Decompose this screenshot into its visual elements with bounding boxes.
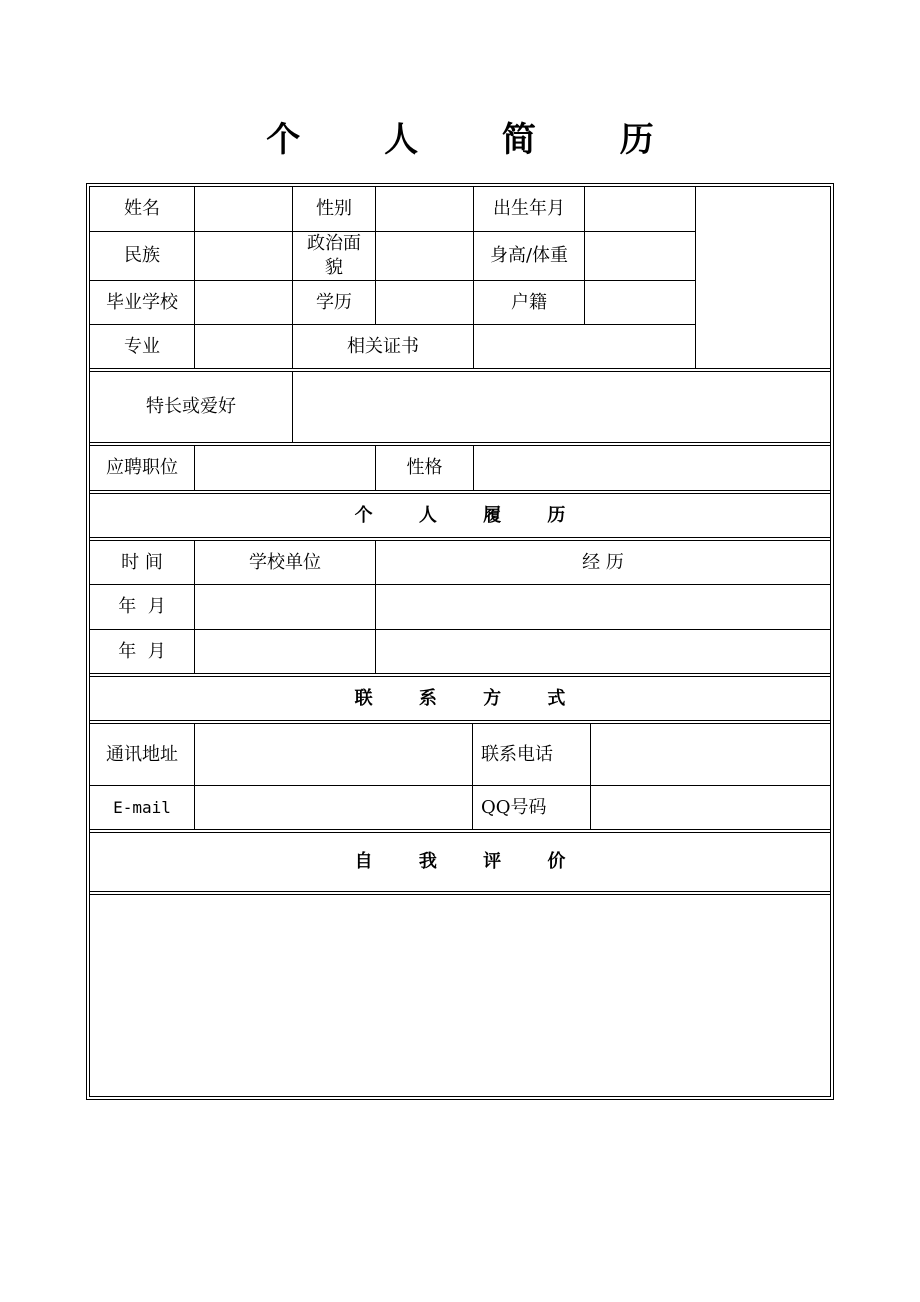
name-label: 姓名: [124, 198, 160, 219]
qq-field[interactable]: [591, 786, 830, 829]
school-field[interactable]: [195, 281, 292, 324]
qq-label: QQ号码: [481, 796, 547, 818]
school-label: 毕业学校: [106, 291, 178, 313]
address-label: 通讯地址: [106, 743, 178, 765]
hukou-label: 户籍: [511, 291, 547, 313]
history-header-experience: 经 历: [582, 551, 624, 573]
ethnicity-label: 民族: [124, 245, 160, 266]
gender-field[interactable]: [376, 187, 473, 231]
height-weight-label: 身高/体重: [489, 245, 569, 266]
position-label: 应聘职位: [106, 457, 178, 478]
personality-field[interactable]: [474, 446, 830, 490]
hobby-label: 特长或爱好: [146, 396, 236, 417]
birth-label: 出生年月: [493, 198, 565, 219]
contact-section-title: 联 系 方 式: [354, 687, 586, 709]
ethnicity-field[interactable]: [195, 232, 292, 280]
height-weight-field[interactable]: [585, 232, 695, 280]
major-field[interactable]: [195, 325, 292, 368]
history-row-1-time[interactable]: 年 月: [118, 596, 166, 617]
hobby-field[interactable]: [293, 372, 830, 442]
political-status-label: 政治面貌: [307, 233, 361, 278]
political-status-label-cell: [293, 232, 375, 280]
history-row-2-time[interactable]: 年 月: [118, 640, 166, 662]
birth-field[interactable]: [585, 187, 695, 231]
email-label: E-mail: [113, 797, 171, 817]
phone-label: 联系电话: [481, 743, 553, 765]
self-eval-section-title: 自 我 评 价: [354, 851, 586, 872]
history-row-1-experience[interactable]: [376, 585, 830, 629]
history-row-2-school[interactable]: [195, 630, 375, 673]
history-row-2-experience[interactable]: [376, 630, 830, 673]
gender-label: 性别: [316, 198, 352, 219]
history-header-school: 学校单位: [249, 551, 321, 573]
photo-area[interactable]: [696, 187, 830, 368]
certificates-field[interactable]: [474, 325, 695, 368]
history-section-title: 个 人 履 历: [354, 504, 586, 526]
position-field[interactable]: [195, 446, 375, 490]
name-field[interactable]: [195, 187, 292, 231]
page-title: 个 人 简 历: [266, 120, 690, 160]
address-field[interactable]: [195, 724, 472, 785]
education-field[interactable]: [376, 281, 473, 324]
certificates-label: 相关证书: [347, 335, 419, 357]
political-status-field[interactable]: [376, 232, 473, 280]
phone-field[interactable]: [591, 724, 830, 785]
history-row-1-school[interactable]: [195, 585, 375, 629]
education-label: 学历: [316, 291, 352, 313]
history-header-time: 时 间: [121, 551, 163, 573]
hukou-field[interactable]: [585, 281, 695, 324]
personality-label: 性格: [406, 457, 443, 478]
self-eval-field[interactable]: [90, 895, 830, 1096]
major-label: 专业: [124, 335, 160, 357]
email-field[interactable]: [195, 786, 472, 829]
